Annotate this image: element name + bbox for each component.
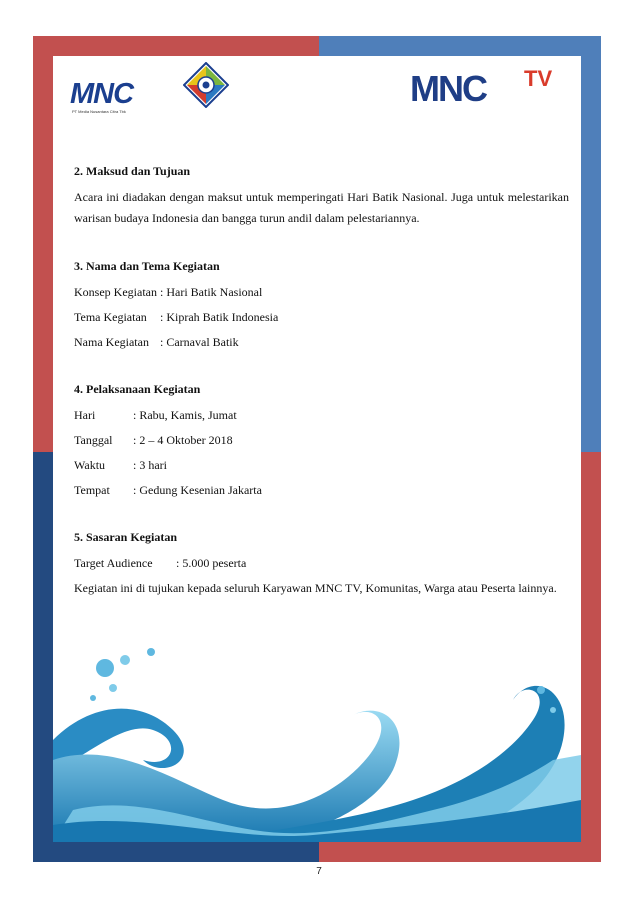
field-label: Nama Kegiatan xyxy=(74,335,149,349)
field-label: Konsep Kegiatan xyxy=(74,285,157,299)
mnc-logo-tagline: PT Media Nusantara Citra Tbk xyxy=(72,109,126,114)
document-body xyxy=(74,163,569,596)
mnc-logo xyxy=(70,62,232,116)
field-row xyxy=(74,482,569,498)
section-2-line-2: warisan budaya Indonesia dan bangga turun andil dalam pelestariannya. xyxy=(74,211,420,225)
field-label: Tema Kegiatan xyxy=(74,310,147,324)
section-2-line-1: Acara ini diadakan dengan maksut untuk memperingati Hari Batik Nasional. Juga untuk melestarikan xyxy=(74,190,569,204)
field-value: : 2 – 4 Oktober 2018 xyxy=(133,433,233,447)
mnctv-logo xyxy=(410,66,570,110)
frame-bottom-left xyxy=(33,842,319,862)
field-value: : Carnaval Batik xyxy=(160,335,239,349)
section-4-title: 4. Pelaksanaan Kegiatan xyxy=(74,382,201,396)
field-row xyxy=(74,432,569,448)
mnc-diamond-icon xyxy=(183,62,229,108)
field-value: : Gedung Kesenian Jakarta xyxy=(133,483,262,497)
frame-top-left xyxy=(33,36,319,56)
section-2-title: 2. Maksud dan Tujuan xyxy=(74,164,191,178)
field-row xyxy=(74,457,569,473)
field-row xyxy=(74,334,569,350)
field-row xyxy=(74,555,569,571)
wave-decoration-icon xyxy=(53,630,581,842)
frame-right-top xyxy=(581,36,601,452)
page-number: 7 xyxy=(316,866,322,877)
field-row xyxy=(74,309,569,325)
field-label: Tanggal xyxy=(74,433,113,447)
field-label: Waktu xyxy=(74,458,106,472)
field-row xyxy=(74,407,569,423)
field-label: Hari xyxy=(74,408,96,422)
field-value: : Kiprah Batik Indonesia xyxy=(160,310,279,324)
field-value: : 3 hari xyxy=(133,458,167,472)
section-3-title: 3. Nama dan Tema Kegiatan xyxy=(74,259,220,273)
field-value: : Rabu, Kamis, Jumat xyxy=(133,408,237,422)
field-label: Target Audience xyxy=(74,556,153,570)
field-row xyxy=(74,284,569,300)
mnctv-logo-word: MNC xyxy=(410,68,486,109)
section-5-note: Kegiatan ini di tujukan kepada seluruh Karyawan MNC TV, Komunitas, Warga atau Peserta lainnya. xyxy=(74,581,557,595)
field-value: : Hari Batik Nasional xyxy=(160,285,263,299)
frame-right-bottom xyxy=(581,452,601,862)
frame-left-top xyxy=(33,36,53,452)
mnctv-logo-tv: TV xyxy=(524,66,553,91)
frame-left-bottom xyxy=(33,452,53,862)
section-5-title: 5. Sasaran Kegiatan xyxy=(74,530,178,544)
field-label: Tempat xyxy=(74,483,110,497)
frame-top-right xyxy=(319,36,601,56)
field-value: : 5.000 peserta xyxy=(176,556,247,570)
mnc-logo-word: MNC xyxy=(70,78,134,110)
frame-bottom-right xyxy=(319,842,601,862)
